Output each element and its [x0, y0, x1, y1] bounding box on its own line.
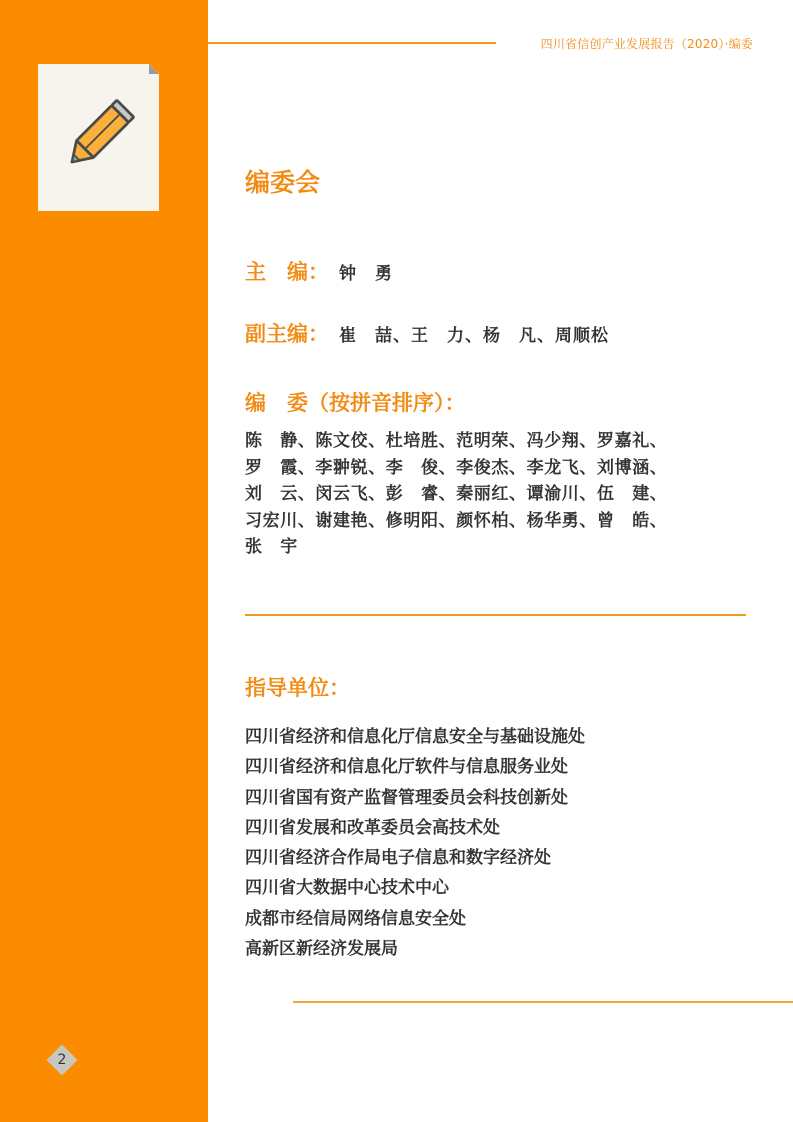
- committee-label: 编 委（按拼音排序）：: [245, 391, 466, 415]
- header-rule: [208, 42, 496, 44]
- committee-line: 陈 静、陈文佼、杜培胜、范明荣、冯少翔、罗嘉礼、: [245, 431, 668, 451]
- bottom-divider: [293, 1001, 793, 1003]
- guidance-unit: 四川省国有资产监督管理委员会科技创新处: [245, 787, 568, 808]
- committee-line: 张 宇: [245, 537, 298, 557]
- guidance-unit: 高新区新经济发展局: [245, 939, 398, 960]
- guidance-unit: 四川省经济和信息化厅软件与信息服务业处: [245, 757, 568, 778]
- guidance-list: [245, 722, 585, 964]
- section-title: 编委会: [245, 168, 321, 197]
- guidance-unit: 四川省经济和信息化厅信息安全与基础设施处: [245, 727, 585, 747]
- guidance-unit: 四川省大数据中心技术中心: [245, 878, 449, 899]
- guidance-unit: 成都市经信局网络信息安全处: [245, 908, 466, 929]
- icon-card: [38, 64, 159, 211]
- running-header: 四川省信创产业发展报告（2020）·编委: [540, 37, 753, 51]
- vice-editor-label: 副主编：: [245, 322, 329, 346]
- page-number-badge: [46, 1044, 78, 1076]
- guidance-unit: 四川省发展和改革委员会高技术处: [245, 817, 500, 838]
- committee-line: 刘 云、闵云飞、彭 睿、秦丽红、谭渝川、伍 建、: [245, 484, 668, 504]
- vice-editor-names: 崔 喆、王 力、杨 凡、周顺松: [339, 326, 609, 346]
- chief-editor-row: [245, 256, 393, 286]
- section-divider: [245, 614, 746, 616]
- committee-list: [245, 428, 745, 561]
- vice-editor-row: [245, 318, 609, 348]
- page-number: 2: [57, 1052, 67, 1068]
- committee-line: 罗 霞、李翀锐、李 俊、李俊杰、李龙飞、刘博涵、: [245, 457, 668, 478]
- guidance-label: 指导单位：: [245, 676, 350, 700]
- guidance-unit: 四川省经济合作局电子信息和数字经济处: [245, 848, 551, 869]
- chief-editor-label: 主 编：: [245, 260, 329, 284]
- chief-editor-name: 钟 勇: [339, 264, 393, 284]
- committee-line: 习宏川、谢建艳、修明阳、颜怀柏、杨华勇、曾 皓、: [245, 510, 668, 531]
- pencil-icon: [52, 90, 144, 182]
